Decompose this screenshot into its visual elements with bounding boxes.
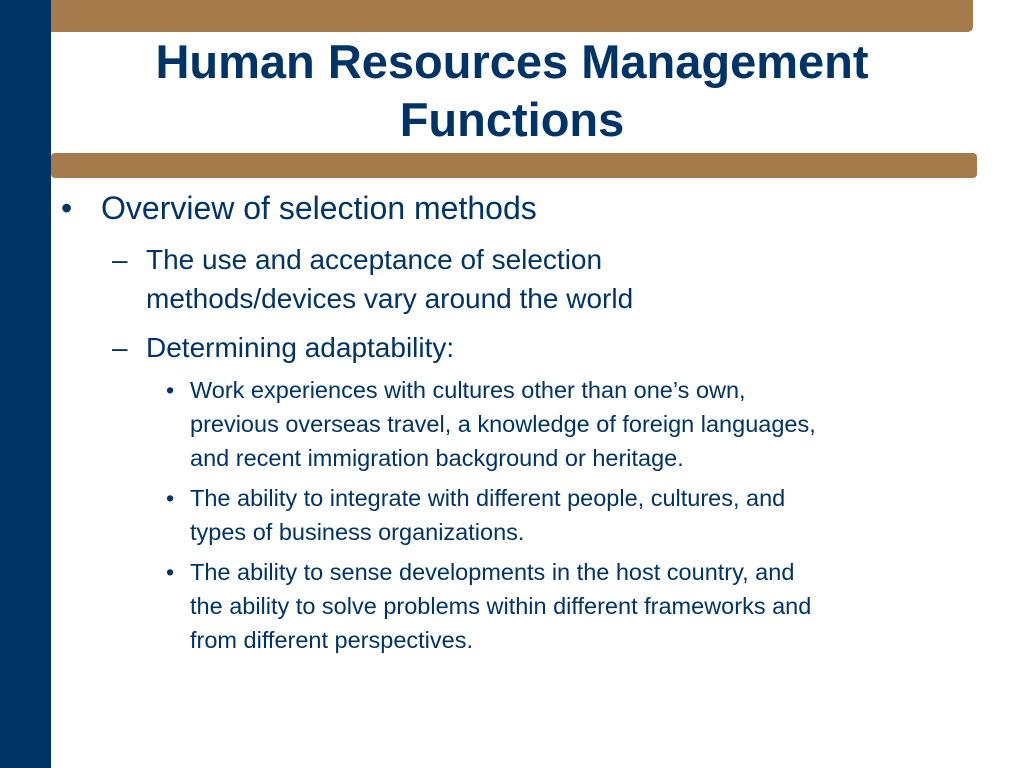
sub-sub-bullet-item — [166, 373, 971, 475]
bullet-marker: • — [166, 377, 175, 403]
slide-title-line: Functions — [399, 93, 625, 146]
sub-bullet-item — [112, 240, 971, 318]
sub-sub-bullet-text: the ability to solve problems within different frameworks and — [190, 593, 812, 619]
sub-sub-bullet-text: types of business organizations. — [190, 519, 525, 545]
bullet-marker: • — [166, 485, 175, 511]
slide-body — [51, 186, 971, 657]
bullet-marker: • — [61, 190, 73, 226]
bullet-text: Overview of selection methods — [101, 190, 537, 226]
sub-bullet-text: Determining adaptability: — [146, 332, 455, 363]
dash-marker: – — [112, 332, 128, 363]
left-accent-bar — [0, 0, 51, 768]
sub-sub-bullet-item — [166, 555, 971, 657]
sub-sub-bullet-text: The ability to integrate with different people, cultures, and — [190, 485, 786, 511]
sub-sub-bullet-text: from different perspectives. — [190, 627, 473, 653]
bullet-item — [61, 186, 971, 230]
top-accent-bar — [51, 0, 973, 32]
bullet-marker: • — [166, 559, 175, 585]
sub-bullet-text: methods/devices vary around the world — [146, 283, 634, 314]
sub-sub-bullet-text: Work experiences with cultures other than one’s own, — [190, 377, 746, 403]
sub-sub-bullet-text: previous overseas travel, a knowledge of foreign languages, — [190, 411, 816, 437]
sub-bullet-item — [112, 328, 971, 367]
sub-sub-bullet-text: and recent immigration background or heritage. — [190, 445, 684, 471]
slide-title-line: Human Resources Management — [155, 35, 869, 88]
sub-sub-bullet-item — [166, 481, 971, 549]
dash-marker: – — [112, 244, 128, 275]
sub-bullet-text: The use and acceptance of selection — [146, 244, 603, 275]
slide-title — [51, 33, 973, 153]
title-underline-bar — [51, 153, 977, 178]
sub-sub-bullet-text: The ability to sense developments in the host country, and — [190, 559, 795, 585]
